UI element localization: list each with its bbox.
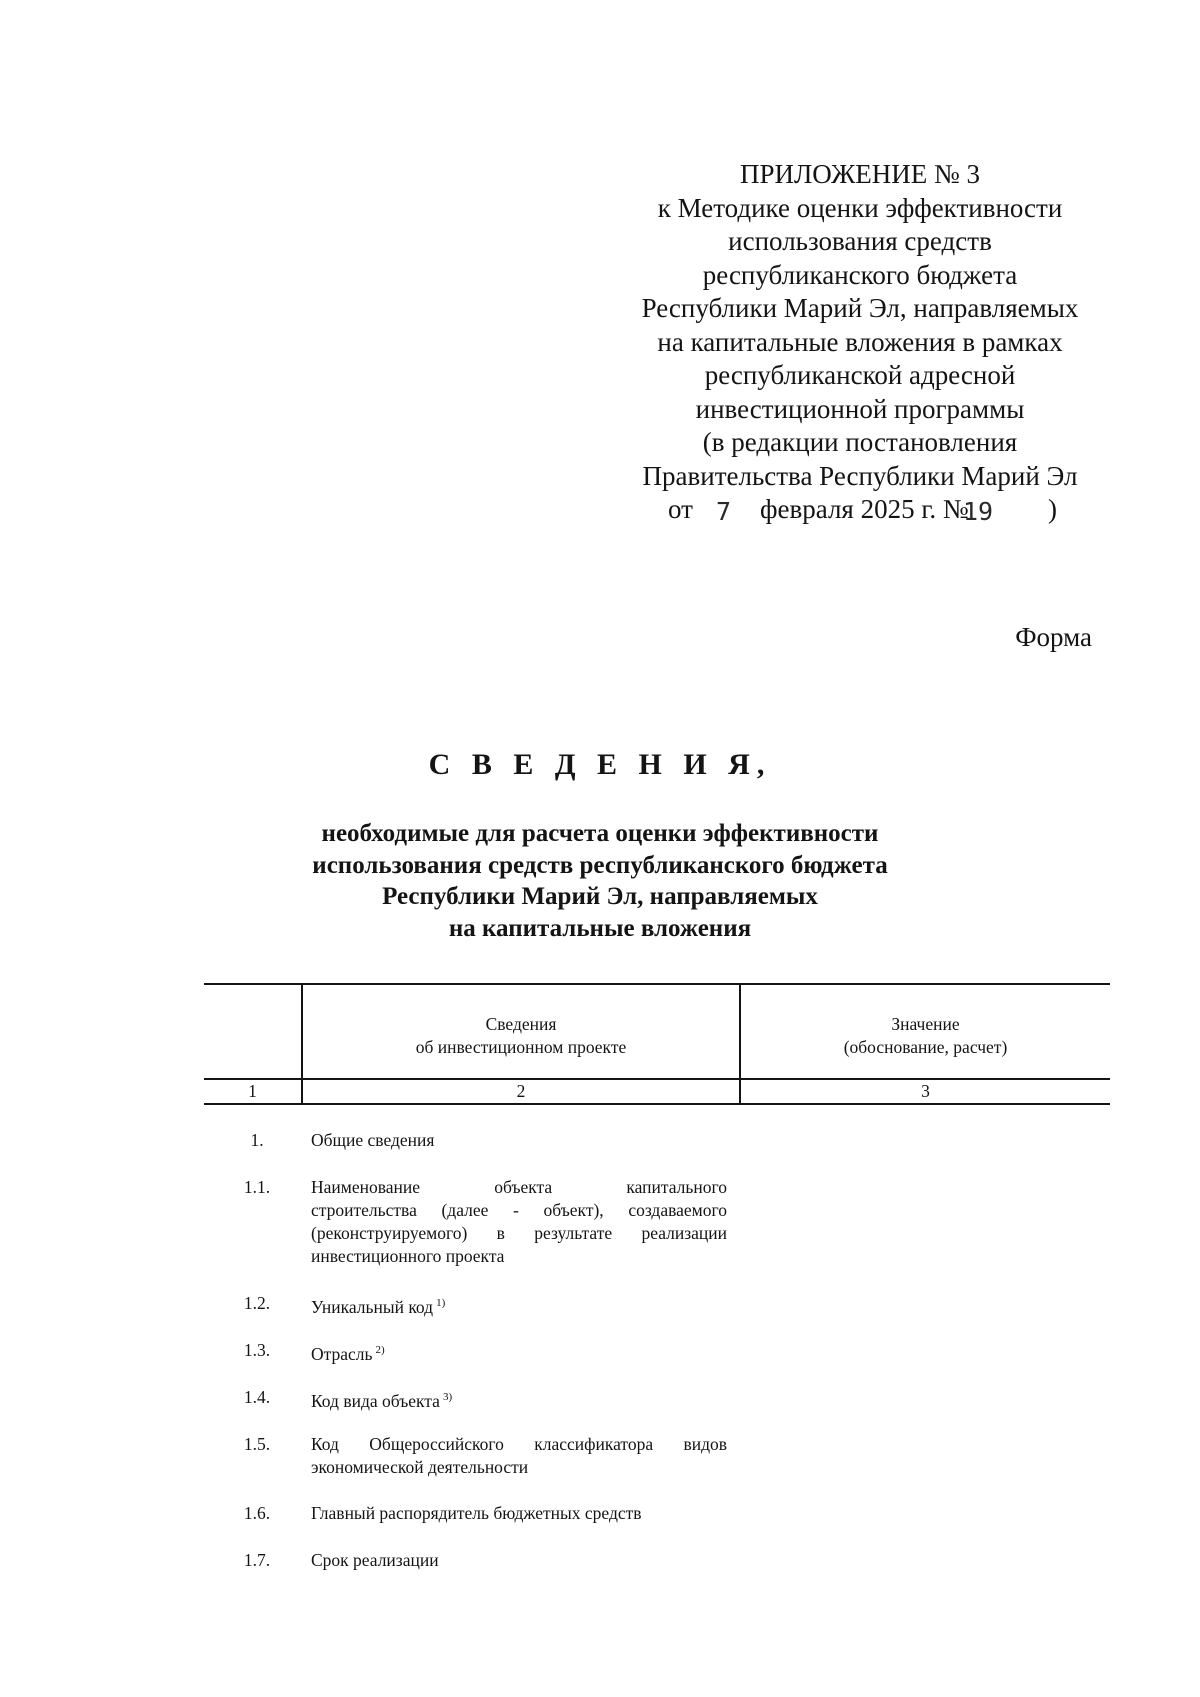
row-number: 1. [250,1130,264,1150]
row-text-line [311,1292,727,1319]
column-header-value [741,1013,1110,1059]
appendix-line: к Методике оценки эффективности [657,192,1063,223]
row-text-line: Наименование объекта капитального [311,1177,727,1197]
appendix-line: инвестиционной программы [695,393,1025,424]
appendix-line: (в редакции постановления [702,427,1018,457]
form-label: Форма [1015,622,1092,652]
handwritten-number: 19 [963,497,994,526]
row-label: Уникальный код [311,1297,434,1317]
row-text-line: строительства (далее - объект), создаваемого [311,1200,727,1220]
row-text-line: (реконструируемого) в результате реализации [311,1223,727,1243]
row-text-line: экономической деятельности [311,1457,529,1477]
info-table-header [204,983,1110,1108]
row-text-line [311,1386,727,1413]
appendix-line: Республики Марий Эл, направляемых [641,293,1079,323]
row-text-line: Главный распорядитель бюджетных средств [311,1503,642,1523]
appendix-line: республиканской адресной [704,360,1016,390]
column-header-line: (обоснование, расчет) [843,1037,1008,1057]
row-number: 1.5. [243,1434,271,1454]
footnote-mark: 3) [442,1391,453,1403]
column-header-line: об инвестиционном проекте [415,1037,627,1057]
row-text [311,1339,727,1366]
table-bottom-rule [204,1103,1110,1105]
table-header-rule [204,1078,1110,1080]
row-label: Код вида объекта [311,1391,440,1411]
row-text [311,1176,727,1268]
row-number: 1.6. [243,1503,271,1523]
subtitle-line: использования средств республиканского бюджета [312,851,888,879]
appendix-line: республиканского бюджета [702,259,1018,290]
row-number: 1.4. [243,1387,271,1407]
row-text [311,1502,727,1525]
footnote-mark: 1) [436,1297,446,1309]
column-number: 1 [248,1081,257,1101]
resolution-date-line [620,493,1100,527]
row-text [311,1433,727,1479]
appendix-line: использования средств [728,226,992,256]
column-header-info [303,1013,739,1059]
document-title: С В Е Д Е Н И Я, [428,748,772,781]
row-text-line: инвестиционного проекта [311,1246,505,1266]
appendix-line: Правительства Республики Марий Эл [642,460,1078,491]
column-header-line: Сведения [485,1014,557,1034]
row-number: 1.1. [243,1177,271,1197]
row-number: 1.3. [243,1340,271,1360]
subtitle-line: Республики Марий Эл, направляемых [382,883,818,910]
row-text-line: Общие сведения [311,1130,435,1150]
close-paren: ) [1048,494,1057,524]
appendix-line: ПРИЛОЖЕНИЕ № 3 [739,159,981,189]
column-header-line: Значение [891,1014,960,1034]
column-number: 3 [921,1081,930,1101]
row-text [311,1549,727,1572]
row-text-line: Код Общероссийского классификатора видов [311,1434,727,1454]
handwritten-day: 7 [716,497,732,526]
document-subtitle [0,818,1200,944]
appendix-line: на капитальные вложения в рамках [657,326,1063,357]
subtitle-line: на капитальные вложения [448,914,752,942]
footnote-mark: 2) [375,1344,385,1356]
row-number: 1.2. [243,1293,271,1313]
row-text [311,1129,727,1152]
table-top-rule [204,983,1110,985]
row-text [311,1386,727,1413]
appendix-header [620,158,1100,527]
row-number: 1.7. [243,1550,271,1570]
date-prefix: от [668,494,693,524]
subtitle-line: необходимые для расчета оценки эффективности [321,820,879,847]
row-text-line [311,1339,727,1366]
row-text [311,1292,727,1319]
date-month-year: февраля 2025 г. № [760,494,969,524]
column-number: 2 [516,1081,526,1101]
row-text-line: Срок реализации [311,1550,439,1570]
row-label: Отрасль [311,1344,373,1364]
